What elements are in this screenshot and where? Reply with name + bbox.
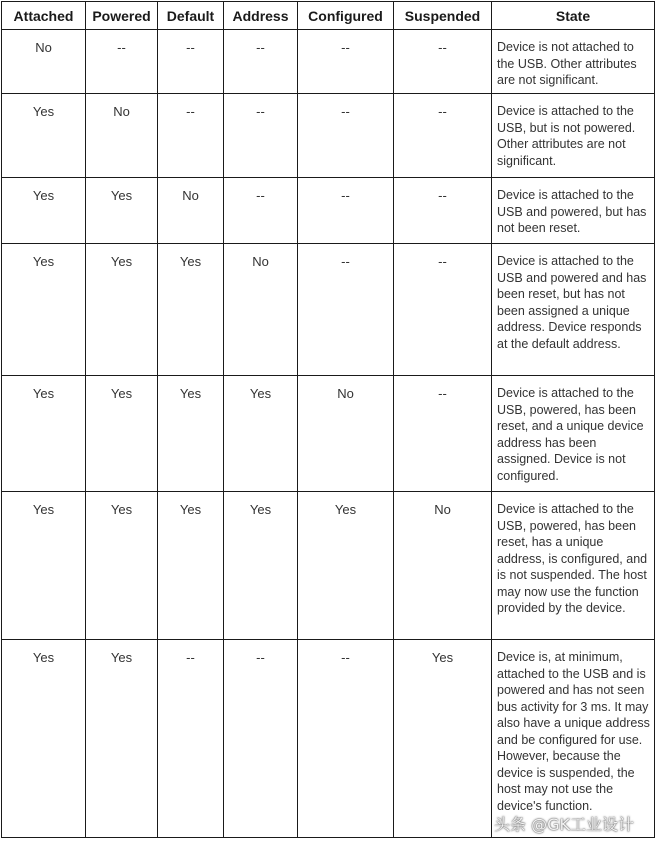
cell-default: Yes	[158, 376, 224, 492]
table-row	[2, 640, 655, 838]
cell-suspended: --	[394, 30, 492, 94]
cell-configured: --	[298, 244, 394, 376]
cell-address: No	[224, 244, 298, 376]
header-suspended: Suspended	[394, 2, 492, 30]
cell-configured: --	[298, 178, 394, 244]
cell-default: --	[158, 640, 224, 838]
table-row	[2, 244, 655, 376]
header-attached: Attached	[2, 2, 86, 30]
cell-address: --	[224, 178, 298, 244]
cell-default: Yes	[158, 492, 224, 640]
cell-attached: Yes	[2, 376, 86, 492]
cell-suspended: Yes	[394, 640, 492, 838]
header-row	[2, 2, 655, 30]
cell-default: No	[158, 178, 224, 244]
table-row	[2, 30, 655, 94]
cell-address: --	[224, 30, 298, 94]
header-state: State	[492, 2, 655, 30]
cell-address: Yes	[224, 376, 298, 492]
cell-state: Device is attached to the USB, powered, has been reset, has a unique address, is configured, and is not suspended. The host may now use the function provided by the device.	[492, 492, 655, 640]
cell-suspended: --	[394, 244, 492, 376]
header-configured: Configured	[298, 2, 394, 30]
header-address: Address	[224, 2, 298, 30]
cell-state: Device is attached to the USB, powered, has been reset, and a unique device address has been assigned. Device is not configured.	[492, 376, 655, 492]
cell-configured: --	[298, 30, 394, 94]
cell-powered: Yes	[86, 244, 158, 376]
cell-powered: Yes	[86, 178, 158, 244]
cell-attached: Yes	[2, 640, 86, 838]
usb-device-states-table	[1, 1, 655, 838]
watermark: 头条 @GK工业设计	[494, 815, 634, 834]
cell-powered: Yes	[86, 492, 158, 640]
cell-default: --	[158, 30, 224, 94]
cell-state: Device is, at minimum, attached to the USB and is powered and has not seen bus activity for 3 ms. It may also have a unique address and be configured for use. However, because the device is suspended, the host may not use the device's function.	[492, 640, 655, 838]
cell-state: Device is attached to the USB, but is not powered. Other attributes are not significant.	[492, 94, 655, 178]
header-powered: Powered	[86, 2, 158, 30]
cell-powered: Yes	[86, 376, 158, 492]
cell-suspended: --	[394, 94, 492, 178]
cell-configured: Yes	[298, 492, 394, 640]
cell-configured: No	[298, 376, 394, 492]
cell-suspended: No	[394, 492, 492, 640]
cell-default: Yes	[158, 244, 224, 376]
cell-attached: Yes	[2, 178, 86, 244]
cell-default: --	[158, 94, 224, 178]
cell-state: Device is attached to the USB and powered and has been reset, but has not been assigned a unique address. Device responds at the default address.	[492, 244, 655, 376]
cell-state: Device is attached to the USB and powered, but has not been reset.	[492, 178, 655, 244]
cell-address: --	[224, 94, 298, 178]
table-row	[2, 94, 655, 178]
cell-suspended: --	[394, 376, 492, 492]
header-default: Default	[158, 2, 224, 30]
table-row	[2, 492, 655, 640]
cell-attached: No	[2, 30, 86, 94]
cell-attached: Yes	[2, 244, 86, 376]
cell-configured: --	[298, 640, 394, 838]
cell-powered: Yes	[86, 640, 158, 838]
cell-powered: --	[86, 30, 158, 94]
cell-address: --	[224, 640, 298, 838]
table-row	[2, 376, 655, 492]
cell-attached: Yes	[2, 94, 86, 178]
cell-state: Device is not attached to the USB. Other attributes are not significant.	[492, 30, 655, 94]
table-row	[2, 178, 655, 244]
cell-attached: Yes	[2, 492, 86, 640]
cell-configured: --	[298, 94, 394, 178]
cell-powered: No	[86, 94, 158, 178]
cell-suspended: --	[394, 178, 492, 244]
cell-address: Yes	[224, 492, 298, 640]
